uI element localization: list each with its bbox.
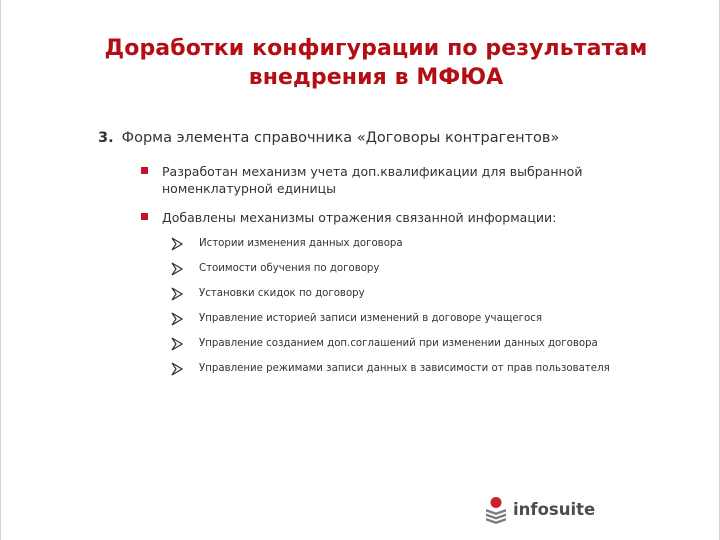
sub-list-item: [171, 287, 691, 301]
section-number: 3.: [98, 130, 114, 146]
sub-item-text: Управление созданием доп.соглашений при изменении данных договора: [199, 338, 598, 349]
sub-list-item: [171, 262, 691, 276]
section-heading-text: Форма элемента справочника «Договоры контрагентов»: [121, 130, 560, 146]
arrow-bullet-icon: [171, 237, 183, 251]
bullet-text: Разработан механизм учета доп.квалификации для выбранной номенклатурной единицы: [162, 164, 583, 196]
logo-text: infosuite: [513, 500, 596, 519]
square-bullet-icon: [141, 213, 148, 220]
sub-list-item: [171, 337, 691, 351]
arrow-bullet-icon: [171, 287, 183, 301]
arrow-bullet-icon: [171, 337, 183, 351]
bullet-text: Добавлены механизмы отражения связанной информации:: [162, 210, 557, 225]
sub-item-text: Стоимости обучения по договору: [199, 263, 380, 274]
sub-item-text: Установки скидок по договору: [199, 288, 365, 299]
arrow-bullet-icon: [171, 262, 183, 276]
sub-list-item: [171, 362, 691, 376]
slide-title: Доработки конфигурации по результатам внедрения в МФЮА: [104, 36, 648, 90]
square-bullet-icon: [141, 167, 148, 174]
infosuite-logo-icon: [483, 494, 509, 526]
arrow-bullet-icon: [171, 362, 183, 376]
sub-item-text: Управление историей записи изменений в договоре учащегося: [199, 313, 542, 324]
bullet-item: [141, 163, 661, 197]
arrow-bullet-icon: [171, 312, 183, 326]
section-heading: [98, 128, 698, 148]
sub-list-item: [171, 312, 691, 326]
sub-list-item: [171, 237, 691, 251]
bullet-item: [141, 209, 661, 226]
sub-item-text: Истории изменения данных договора: [199, 238, 403, 249]
sub-item-text: Управление режимами записи данных в зависимости от прав пользователя: [199, 363, 610, 374]
infosuite-logo: [483, 494, 643, 526]
